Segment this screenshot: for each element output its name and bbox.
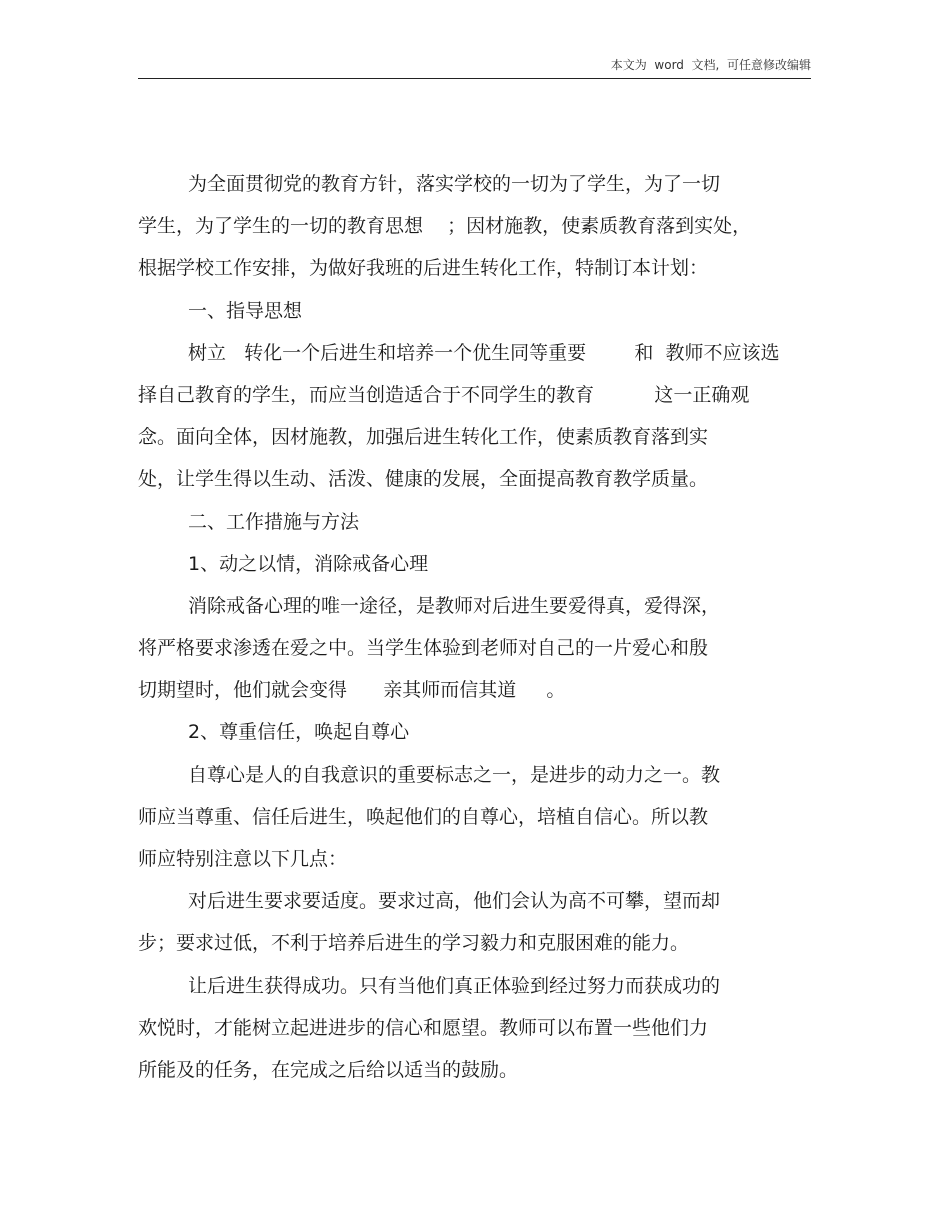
text-line: 一、指导思想 (188, 299, 303, 322)
text-line: 让后进生获得成功。只有当他们真正体验到经过努力而获成功的 (188, 974, 721, 997)
header-note: 本文为 word 文档, 可任意修改编辑 (610, 58, 811, 72)
text-line: 师应特别注意以下几点： (138, 848, 348, 870)
text-line: 择自己教育的学生，而应当创造适合于不同学生的教育 这一正确观 (138, 383, 750, 406)
text-line: 自尊心是人的自我意识的重要标志之一，是进步的动力之一。教 (188, 763, 721, 786)
text-line: 将严格要求渗透在爱之中。当学生体验到老师对自己的一片爱心和殷 (138, 637, 709, 660)
text-line: 切期望时，他们就会变得 亲其师而信其道 。 (138, 679, 566, 702)
text-line: 步；要求过低，不利于培养后进生的学习毅力和克服困难的能力。 (138, 932, 690, 955)
document-body (138, 163, 811, 1091)
text-line: 根据学校工作安排，为做好我班的后进生转化工作，特制订本计划： (138, 257, 709, 280)
text-line: 树立 转化一个后进生和培养一个优生同等重要 和 教师不应该选 (188, 341, 780, 364)
text-line: 2、尊重信任，唤起自尊心 (188, 721, 410, 744)
text-line: 处，让学生得以生动、活泼、健康的发展，全面提高教育教学质量。 (138, 468, 709, 491)
text-line: 师应当尊重、信任后进生，唤起他们的自尊心，培植自信心。所以教 (138, 805, 709, 828)
text-line: 欢悦时，才能树立起进进步的信心和愿望。教师可以布置一些他们力 (138, 1016, 709, 1039)
text-line: 学生，为了学生的一切的教育思想 ；因材施教，使素质教育落到实处， (138, 215, 752, 238)
text-line: 二、工作措施与方法 (188, 510, 360, 533)
text-line: 对后进生要求要适度。要求过高，他们会认为高不可攀，望而却 (188, 890, 721, 913)
text-line: 念。面向全体，因材施教，加强后进生转化工作，使素质教育落到实 (138, 426, 709, 449)
text-line: 消除戒备心理的唯一途径，是教师对后进生要爱得真，爱得深， (188, 594, 721, 617)
page-header (138, 52, 811, 79)
text-line: 1、动之以情，消除戒备心理 (188, 552, 429, 575)
text-line: 所能及的任务，在完成之后给以适当的鼓励。 (138, 1058, 519, 1081)
text-line: 为全面贯彻党的教育方针，落实学校的一切为了学生，为了一切 (188, 173, 721, 195)
